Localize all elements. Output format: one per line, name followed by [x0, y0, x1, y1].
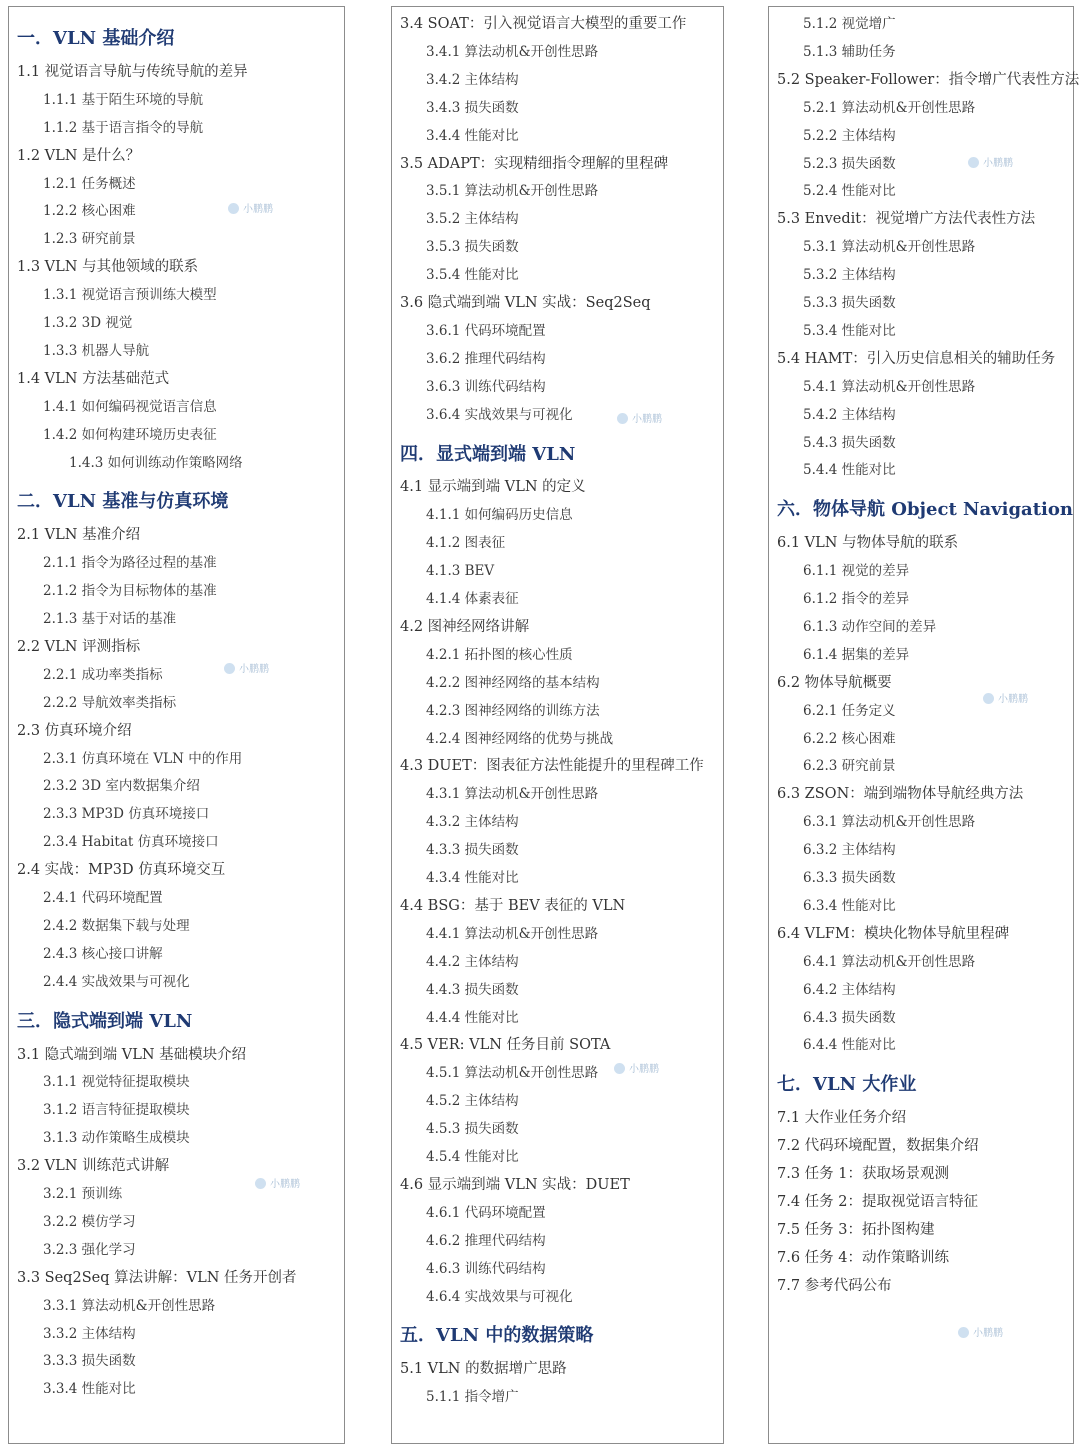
- toc-chapter-heading: 四．显式端到端 VLN: [400, 443, 576, 465]
- watermark: 小鹏鹏: [617, 410, 662, 425]
- watermark-logo-icon: [983, 693, 994, 704]
- toc-section: 7.1 大作业任务介绍: [777, 1110, 907, 1127]
- watermark: 小鹏鹏: [983, 690, 1028, 705]
- toc-subsection: 1.4.2 如何构建环境历史表征: [43, 426, 217, 443]
- toc-subsection: 3.5.2 主体结构: [426, 211, 519, 228]
- toc-section: 1.1 视觉语言导航与传统导航的差异: [17, 63, 248, 80]
- toc-subsection: 4.5.4 性能对比: [426, 1149, 519, 1165]
- watermark-logo-icon: [224, 663, 235, 674]
- toc-section: 5.1 VLN 的数据增广思路: [400, 1361, 567, 1378]
- toc-chapter-heading: 二．VLN 基准与仿真环境: [17, 491, 229, 513]
- toc-subsection: 6.1.1 视觉的差异: [803, 563, 910, 580]
- toc-subsection: 3.4.4 性能对比: [426, 127, 519, 144]
- toc-subsection: 5.4.1 算法动机&开创性思路: [803, 378, 976, 395]
- toc-column-3: [768, 6, 1080, 1444]
- toc-subsection: 3.1.3 动作策略生成模块: [43, 1130, 190, 1147]
- toc-subsection: 3.1.2 语言特征提取模块: [43, 1102, 190, 1119]
- toc-subsection: 3.3.4 性能对比: [43, 1381, 136, 1398]
- watermark-logo-icon: [617, 413, 628, 424]
- toc-chapter-heading: 一．VLN 基础介绍: [17, 28, 175, 49]
- toc-section: 5.3 Envedit：视觉增广方法代表性方法: [777, 211, 1036, 228]
- toc-subsection: 2.4.3 核心接口讲解: [43, 945, 163, 962]
- watermark-logo-icon: [968, 157, 979, 168]
- toc-section: 3.1 隐式端到端 VLN 基础模块介绍: [17, 1046, 247, 1063]
- toc-subsection: 4.3.4 性能对比: [426, 870, 519, 886]
- toc-section: 2.3 仿真环境介绍: [17, 722, 132, 739]
- toc-subsection: 3.4.3 损失函数: [426, 99, 519, 116]
- toc-subsection: 6.3.1 算法动机&开创性思路: [803, 814, 976, 831]
- toc-subsection: 5.1.2 视觉增广: [803, 16, 896, 32]
- toc-column-1: [8, 6, 345, 1444]
- watermark: 小鹏鹏: [224, 660, 269, 675]
- toc-subsection: 5.3.1 算法动机&开创性思路: [803, 239, 976, 256]
- toc-section: 2.4 实战：MP3D 仿真环境交互: [17, 862, 226, 879]
- toc-subsection: 2.1.2 指令为目标物体的基准: [43, 583, 217, 600]
- toc-subsection: 2.4.1 代码环境配置: [43, 890, 163, 906]
- toc-subsection: 4.6.4 实战效果与可视化: [426, 1288, 573, 1305]
- toc-subsection: 6.3.3 损失函数: [803, 870, 896, 886]
- toc-subsection: 2.1.3 基于对话的基准: [43, 611, 177, 627]
- toc-subsection: 5.3.2 主体结构: [803, 267, 896, 284]
- toc-column-2: [391, 6, 724, 1444]
- toc-subsection: 3.6.4 实战效果与可视化: [426, 406, 573, 423]
- toc-subsection: 4.6.2 推理代码结构: [426, 1232, 546, 1249]
- toc-section: 7.6 任务 4：动作策略训练: [777, 1249, 950, 1266]
- toc-subsection: 4.6.1 代码环境配置: [426, 1204, 546, 1221]
- toc-subsection: 6.4.2 主体结构: [803, 981, 896, 998]
- toc-subsection: 2.3.3 MP3D 仿真环境接口: [43, 806, 210, 823]
- toc-section: 7.5 任务 3：拓扑图构建: [777, 1221, 935, 1238]
- toc-subsection: 4.1.4 体素表征: [426, 591, 519, 607]
- toc-subsection: 6.4.4 性能对比: [803, 1037, 896, 1054]
- toc-subsection: 6.3.2 主体结构: [803, 842, 896, 859]
- toc-chapter-heading: 五．VLN 中的数据策略: [400, 1325, 594, 1347]
- toc-section: 3.3 Seq2Seq 算法讲解：VLN 任务开创者: [17, 1269, 297, 1286]
- toc-section: 4.1 显示端到端 VLN 的定义: [400, 479, 586, 496]
- toc-subsection: 3.3.2 主体结构: [43, 1325, 136, 1342]
- toc-subsection: 4.3.2 主体结构: [426, 814, 519, 831]
- toc-subsection: 1.3.1 视觉语言预训练大模型: [43, 287, 217, 304]
- toc-subsection: 3.6.3 训练代码结构: [426, 378, 546, 395]
- toc-subsection: 4.2.1 拓扑图的核心性质: [426, 646, 573, 663]
- toc-section: 7.2 代码环境配置，数据集介绍: [777, 1138, 979, 1155]
- toc-section: 5.2 Speaker-Follower：指令增广代表性方法: [777, 71, 1080, 88]
- toc-subsection: 5.3.3 损失函数: [803, 295, 896, 311]
- toc-subsection: 3.2.2 模仿学习: [43, 1213, 136, 1230]
- toc-section: 4.5 VER: VLN 任务目前 SOTA: [400, 1037, 611, 1054]
- toc-subsection: 6.3.4 性能对比: [803, 897, 896, 914]
- toc-subsection: 3.6.2 推理代码结构: [426, 350, 546, 367]
- toc-subsection: 6.4.1 算法动机&开创性思路: [803, 953, 976, 970]
- toc-section: 2.1 VLN 基准介绍: [17, 527, 141, 544]
- toc-subsection: 4.5.3 损失函数: [426, 1121, 519, 1138]
- toc-subsection: 3.5.4 性能对比: [426, 267, 519, 284]
- watermark-logo-icon: [255, 1178, 266, 1189]
- toc-subsection: 3.6.1 代码环境配置: [426, 322, 546, 339]
- toc-subsection: 2.3.1 仿真环境在 VLN 中的作用: [43, 750, 243, 767]
- toc-section: 6.2 物体导航概要: [777, 674, 892, 691]
- toc-section: 7.7 参考代码公布: [777, 1277, 892, 1294]
- toc-subsection: 4.2.3 图神经网络的训练方法: [426, 702, 600, 719]
- toc-subsection: 6.2.3 研究前景: [803, 758, 896, 775]
- toc-section: 4.2 图神经网络讲解: [400, 618, 530, 635]
- toc-subsection: 3.5.3 损失函数: [426, 239, 519, 256]
- toc-subsection: 6.1.2 指令的差异: [803, 591, 910, 607]
- toc-subsection: 5.2.4 性能对比: [803, 183, 896, 200]
- toc-section: 4.6 显示端到端 VLN 实战：DUET: [400, 1176, 630, 1193]
- toc-subsection: 1.1.2 基于语言指令的导航: [43, 119, 204, 136]
- toc-subsection: 1.3.3 机器人导航: [43, 342, 150, 359]
- toc-subsection: 3.3.3 损失函数: [43, 1353, 136, 1370]
- toc-section: 3.6 隐式端到端 VLN 实战：Seq2Seq: [400, 295, 651, 311]
- toc-subsection: 6.2.2 核心困难: [803, 730, 896, 747]
- toc-subsection: 4.3.1 算法动机&开创性思路: [426, 786, 599, 803]
- toc-section: 6.1 VLN 与物体导航的联系: [777, 535, 959, 552]
- toc-subsection: 5.4.2 主体结构: [803, 406, 896, 423]
- toc-subsection: 1.4.1 如何编码视觉语言信息: [43, 398, 217, 415]
- watermark: 小鹏鹏: [958, 1324, 1003, 1339]
- toc-subsection: 4.5.1 算法动机&开创性思路: [426, 1065, 599, 1082]
- toc-chapter-heading: 七．VLN 大作业: [777, 1074, 917, 1096]
- toc-subsection: 6.1.3 动作空间的差异: [803, 618, 937, 635]
- toc-chapter-heading: 六．物体导航 Object Navigation: [777, 499, 1073, 521]
- toc-subsection: 5.2.1 算法动机&开创性思路: [803, 99, 976, 116]
- toc-subsection: 5.4.3 损失函数: [803, 434, 896, 451]
- toc-section: 1.2 VLN 是什么？: [17, 147, 141, 164]
- toc-subsection: 3.3.1 算法动机&开创性思路: [43, 1297, 216, 1314]
- toc-subsection: 4.4.4 性能对比: [426, 1009, 519, 1026]
- toc-section: 4.3 DUET：图表征方法性能提升的里程碑工作: [400, 758, 704, 775]
- toc-subsection: 2.2.1 成功率类指标: [43, 666, 163, 683]
- toc-section: 4.4 BSG：基于 BEV 表征的 VLN: [400, 897, 626, 914]
- toc-subsection: 4.2.2 图神经网络的基本结构: [426, 674, 600, 691]
- toc-subsection: 2.2.2 导航效率类指标: [43, 694, 177, 711]
- toc-subsection: 3.4.2 主体结构: [426, 71, 519, 88]
- toc-section: 5.4 HAMT：引入历史信息相关的辅助任务: [777, 350, 1056, 367]
- toc-subsection: 6.2.1 任务定义: [803, 702, 896, 719]
- toc-subsection: 1.4.3 如何训练动作策略网络: [69, 454, 243, 471]
- toc-subsection: 1.1.1 基于陌生环境的导航: [43, 91, 204, 108]
- toc-subsection: 2.3.2 3D 室内数据集介绍: [43, 778, 200, 795]
- toc-section: 6.4 VLFM：模块化物体导航里程碑: [777, 925, 1010, 942]
- toc-subsection: 3.2.3 强化学习: [43, 1241, 136, 1258]
- watermark: 小鹏鹏: [614, 1060, 659, 1075]
- toc-subsection: 4.5.2 主体结构: [426, 1093, 519, 1110]
- toc-subsection: 2.3.4 Habitat 仿真环境接口: [43, 834, 219, 851]
- toc-subsection: 4.1.3 BEV: [426, 563, 495, 580]
- watermark-logo-icon: [958, 1327, 969, 1338]
- toc-section: 1.4 VLN 方法基础范式: [17, 370, 170, 387]
- toc-subsection: 1.3.2 3D 视觉: [43, 315, 133, 331]
- watermark-logo-icon: [228, 203, 239, 214]
- toc-subsection: 3.4.1 算法动机&开创性思路: [426, 43, 599, 60]
- toc-subsection: 3.5.1 算法动机&开创性思路: [426, 183, 599, 200]
- toc-subsection: 4.1.1 如何编码历史信息: [426, 507, 573, 524]
- toc-subsection: 1.2.2 核心困难: [43, 203, 136, 220]
- toc-subsection: 5.1.1 指令增广: [426, 1389, 519, 1406]
- toc-subsection: 5.2.2 主体结构: [803, 127, 896, 144]
- toc-section: 3.4 SOAT：引入视觉语言大模型的重要工作: [400, 16, 687, 32]
- toc-subsection: 4.6.3 训练代码结构: [426, 1260, 546, 1277]
- toc-subsection: 4.4.3 损失函数: [426, 981, 519, 998]
- toc-chapter-heading: 三．隐式端到端 VLN: [17, 1010, 193, 1032]
- toc-section: 3.2 VLN 训练范式讲解: [17, 1158, 170, 1175]
- toc-subsection: 3.2.1 预训练: [43, 1186, 123, 1202]
- watermark-logo-icon: [614, 1063, 625, 1074]
- toc-section: 7.4 任务 2：提取视觉语言特征: [777, 1193, 979, 1210]
- toc-subsection: 4.2.4 图神经网络的优势与挑战: [426, 730, 614, 747]
- toc-subsection: 5.2.3 损失函数: [803, 155, 896, 172]
- toc-section: 1.3 VLN 与其他领域的联系: [17, 259, 199, 276]
- watermark: 小鹏鹏: [228, 200, 273, 215]
- toc-subsection: 4.4.1 算法动机&开创性思路: [426, 925, 599, 942]
- toc-subsection: 6.1.4 据集的差异: [803, 646, 910, 663]
- toc-subsection: 1.2.3 研究前景: [43, 231, 136, 248]
- toc-subsection: 2.4.4 实战效果与可视化: [43, 973, 190, 990]
- toc-subsection: 6.4.3 损失函数: [803, 1009, 896, 1026]
- toc-subsection: 5.1.3 辅助任务: [803, 43, 896, 60]
- toc-subsection: 4.3.3 损失函数: [426, 842, 519, 859]
- watermark: 小鹏鹏: [968, 154, 1013, 169]
- toc-section: 6.3 ZSON：端到端物体导航经典方法: [777, 786, 1024, 803]
- toc-subsection: 3.1.1 视觉特征提取模块: [43, 1074, 190, 1091]
- toc-subsection: 2.1.1 指令为路径过程的基准: [43, 555, 217, 572]
- toc-subsection: 4.4.2 主体结构: [426, 953, 519, 970]
- watermark: 小鹏鹏: [255, 1175, 300, 1190]
- toc-section: 3.5 ADAPT：实现精细指令理解的里程碑: [400, 155, 669, 172]
- toc-subsection: 4.1.2 图表征: [426, 535, 506, 552]
- toc-subsection: 5.4.4 性能对比: [803, 462, 896, 479]
- toc-subsection: 2.4.2 数据集下载与处理: [43, 917, 190, 934]
- toc-section: 7.3 任务 1：获取场景观测: [777, 1166, 950, 1182]
- toc-subsection: 5.3.4 性能对比: [803, 322, 896, 339]
- toc-subsection: 1.2.1 任务概述: [43, 175, 136, 192]
- toc-section: 2.2 VLN 评测指标: [17, 638, 141, 655]
